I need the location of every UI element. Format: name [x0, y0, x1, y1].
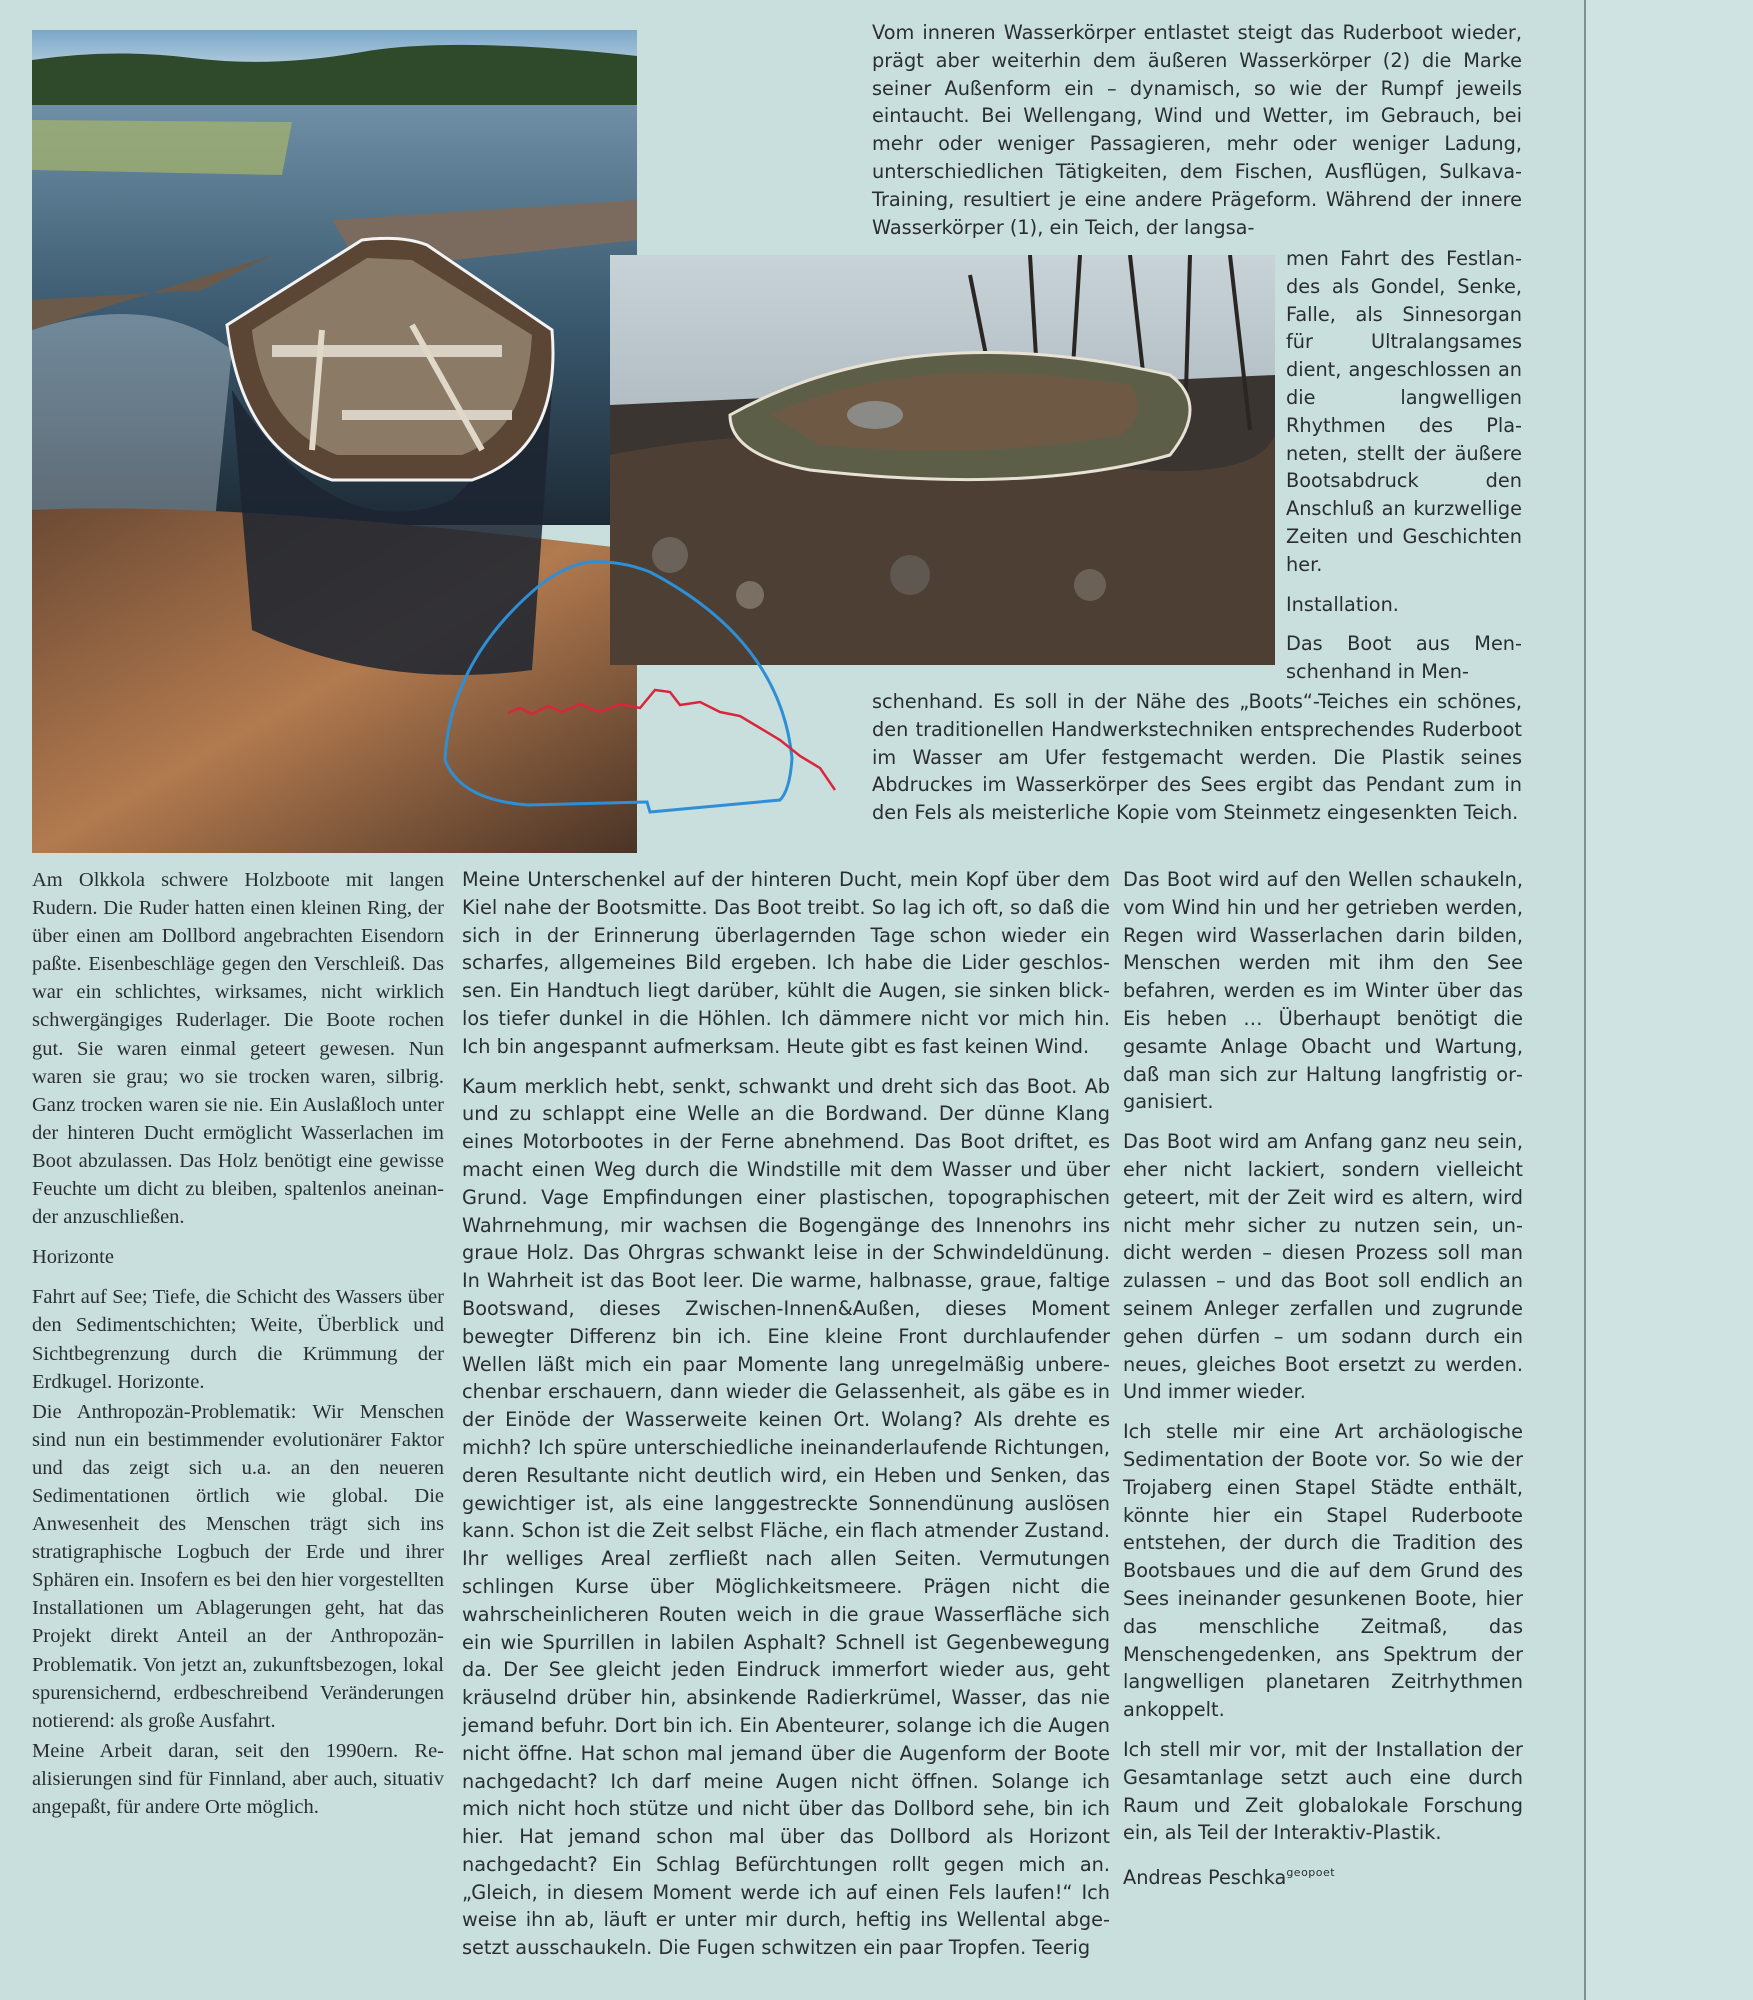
paragraph-unterschenkel: Meine Unterschenkel auf der hinteren Ducht, mein Kopf über dem Kiel nahe der Bootsmitte. Das Boot treibt. So lag ich oft, so daß die sich in der Erinnerung überlagernden Tage schon wieder ein scharfes, allgemeines Bild ergeben. Ich habe die Lider geschlossen. Ein Handtuch liegt darüber, kühlt die Augen, sie sinken blicklos tiefer dunkel in die Höhlen. Ich dämmere nicht vor mich hin. Ich bin angespannt aufmerksam. Heute gibt es fast keinen Wind.: [462, 868, 1110, 1058]
right-column: [1123, 866, 1523, 1904]
paragraph-fahrt: Fahrt auf See; Tiefe, die Schicht des Wassers über den Sedimentschichten; Weite, Überblick und Sichtbegrenzung durch die Krümmung der Erdkugel. Horizonte.: [32, 1286, 444, 1393]
paragraph-installation-start: Das Boot aus Menschenhand in Men-: [1286, 632, 1522, 684]
middle-column: [462, 866, 1110, 1974]
rowboat-lake-photo: [32, 30, 637, 853]
narrow-text-block: [1286, 245, 1522, 686]
old-boat-shore-photo: [610, 255, 1275, 665]
author-title: geopoet: [1286, 1866, 1336, 1880]
paragraph-anthropozaen: Die Anthropozän-Problematik: Wir Menschen sind nun ein bestimmender evolutionärer Faktor und das zeigt sich u.a. an den neueren Sedimentationen örtlich wie global. Die Anwesenheit des Menschen trägt sich ins stratigraphische Logbuch der Erde und ihrer Sphären ein. Insofern es bei den hier vorgestellten Installationen um Ablagerungen geht, hat das Projekt direkt Anteil an der Anthropozän-Problematik. Von jetzt an, zukunftsbezogen, lokal spurensichernd, erdbeschreibend Veränderungen notierend: als große Ausfahrt.: [32, 1400, 444, 1732]
paragraph-sedimentation: Ich stelle mir eine Art archäologische Sedimentation der Boote vor. So wie der Trojaberg einen Stapel Städte enthält, könnte hier ein Stapel Ruderboote entstehen, der durch die Tradition des Bootsbaues und die auf dem Grund des Sees ineinander gesunkenen Boote, hier das menschliche Zeitmaß, das Menschengedenken, ans Spektrum der langwelligen planetaren Zeitrhythmen ankoppelt.: [1123, 1420, 1523, 1722]
intro-text-block: [872, 19, 1522, 253]
author-name: Andreas Peschka: [1123, 1866, 1287, 1890]
paragraph-forschung: Ich stell mir vor, mit der Installation der Gesamtanlage setzt auch eine durch Raum und Zeit globalokale Forschung ein, als Teil der Interaktiv-Plastik.: [1123, 1737, 1523, 1845]
paragraph-neu-sein: Das Boot wird am Anfang ganz neu sein, eher nicht lackiert, sondern vielleicht geteert, mit der Zeit wird es altern, wird nicht mehr sicher zu nutzen sein, undicht werden – diesen Prozess soll man zulassen – und das Boot soll endlich an seinem Anleger zerfallen und zugrunde gehen dürfen – um sodann durch ein neues, gleiches Boot ersetzt zu werden. Und immer wieder.: [1123, 1130, 1523, 1404]
paragraph-installation-cont: schenhand. Es soll in der Nähe des „Boots“-Teiches ein schönes, den traditionellen Handwerkstechniken entsprechendes Ruderboot im Wasser am Ufer festgemacht werden. Die Plastik seines Abdruckes im Wasserkörper des Sees ergibt das Pendant zum in den Fels als meisterliche Kopie vom Steinmetz eingesenkten Teich.: [872, 690, 1522, 825]
paragraph-wellen: Das Boot wird auf den Wellen schaukeln, vom Wind hin und her getrieben werden, Regen wird Wasserlachen darin bilden, Menschen werden mit ihm den See befahren, werden es im Winter über das Eis heben … Überhaupt benötigt die gesamte Anlage Obacht und Wartung, daß man sich zur Haltung langfristig organisiert.: [1123, 868, 1523, 1114]
adjacent-page-margin: [1586, 0, 1753, 2000]
installation-text-block: [872, 688, 1522, 839]
heading-horizonte: Horizonte: [32, 1246, 114, 1269]
left-column: [32, 866, 444, 1833]
heading-installation: Installation.: [1286, 592, 1399, 616]
paragraph-inner-water: men Fahrt des Festlandes als Gondel, Senke, Falle, als Sinnesorgan für Ultralangsames dient, angeschlossen an die langwelligen Rhythmen des Planeten, stellt der äußere Bootsabdruck den Anschluß an kurzwellige Zeiten und Geschichten her.: [1286, 247, 1522, 576]
paragraph-meine-arbeit: Meine Arbeit daran, seit den 1990ern. Realisierungen sind für Finnland, aber auch, situativ angepaßt, für andere Orte möglich.: [32, 1739, 444, 1818]
paragraph-olkkola: Am Olkkola schwere Holzboote mit langen Rudern. Die Ruder hatten einen kleinen Ring, der über einen am Dollbord angebrachten Eisendorn paßte. Eisenbeschläge gegen den Verschleiß. Das war ein schlichtes, wirksames, nicht wirklich schwergängiges Ruderlager. Die Boote rochen gut. Sie waren einmal geteert gewesen. Nun waren sie grau; wo sie trocken waren, silbrig. Ganz trocken waren sie nie. Ein Auslaßloch unter der hinteren Ducht ermöglicht Wasserlachen im Boot abzulassen. Das Holz benötigt eine gewisse Feuchte um dicht zu bleiben, spaltenlos aneinander anzuschließen.: [32, 869, 444, 1229]
paragraph-boat-imprint: Vom inneren Wasserkörper entlastet steigt das Ruderboot wieder, prägt aber weiterhin dem äußeren Wasserkörper (2) die Marke seiner Außenform ein – dynamisch, so wie der Rumpf jeweils eintaucht. Bei Wellengang, Wind und Wetter, im Gebrauch, bei mehr oder weniger Passagieren, mehr oder weniger Ladung, unterschiedlichen Tätigkeiten, dem Fischen, Ausflügen, Sulkava-Training, resultiert je eine andere Prägeform. Während der innere Wasserkörper (1), ein Teich, der langsa-: [872, 21, 1522, 239]
author-signature: [1123, 1859, 1523, 1892]
paragraph-kaum-merklich: Kaum merklich hebt, senkt, schwankt und dreht sich das Boot. Ab und zu schlappt eine Welle an die Bordwand. Der dünne Klang eines Motorbootes in der Ferne abnehmend. Das Boot driftet, es macht einen Weg durch die Windstille mit dem Wasser und über Grund. Vage Empfindungen einer plastischen, topographischen Wahrnehmung, mir wachsen die Bogengänge des Innenohrs ins graue Holz. Das Ohrgras schwankt leise in der Schwindeldünung. In Wahrheit ist das Boot leer. Die warme, halbnasse, graue, faltige Bootswand, dieses Zwischen-Innen&Außen, dieses Moment bewegter Differenz bin ich. Eine kleine Front durchlaufender Wellen läßt mich ein paar Momente lang unregelmäßig unberechenbar erschauern, dann wieder die Gelassenheit, als gäbe es in der Einöde der Wasserweite keinen Ort. Wolang? Als drehte es michh? Ich spüre unterschiedliche ineinanderlaufende Richtungen, deren Resultante nicht deutlich wird, ein Heben und Senken, das gewichtiger ist, als eine langgestreckte Sonnendünung auslösen kann. Schon ist die Zeit selbst Fläche, ein flach atmender Zustand. Ihr welliges Areal zerfließt nach allen Seiten. Vermutungen schlingen Kurse über Möglichkeitsmeere. Prägen nicht die wahrscheinlicheren Routen weich in die graue Wasserfläche sich ein wie Spurrillen in labilen Asphalt? Schnell ist Gegenbewegung da. Der See gleicht jeden Eindruck immerfort wieder aus, geht kräuselnd drüber hin, absinkende Radierkrümel, Wasser, das nie jemand befuhr. Dort bin ich. Ein Abenteurer, solange ich die Augen nicht öffne. Hat schon mal jemand über die Augenform der Boote nachgedacht? Ich darf meine Augen nicht öffnen. Solange ich mich nicht hoch stütze und nicht über das Dollbord sehe, bin ich hier. Hat jemand schon mal über das Dollbord als Horizont nachgedacht? Ein Schlag Befürchtungen rollt gegen mich an. „Gleich, in diesem Moment werde ich auf einen Fels laufen!“ Ich weise ihn ab, läuft er unter mir durch, heftig ins Wellental abgesetzt ausschaukeln. Die Fugen schwitzen ein paar Tropfen. Teerig: [462, 1074, 1110, 1960]
